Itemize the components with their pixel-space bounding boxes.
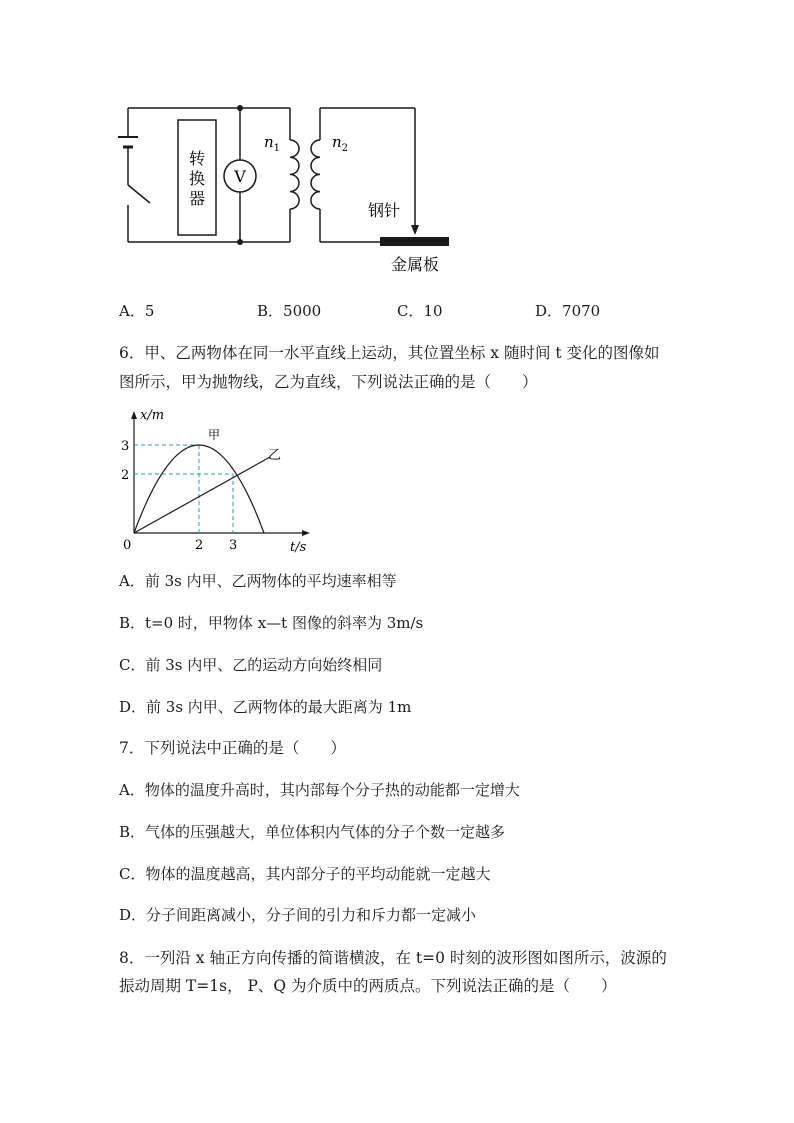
q5-option-a: A．5 <box>119 302 155 320</box>
converter-label-3: 器 <box>188 189 206 208</box>
converter-label-2: 换 <box>188 169 206 188</box>
origin-label: 0 <box>123 538 132 553</box>
y-axis-label: x/m <box>140 408 165 423</box>
x-tick-3: 3 <box>229 538 238 553</box>
q6-xt-graph <box>110 405 310 555</box>
q5-option-b: B．5000 <box>257 302 322 320</box>
q8-stem: 8．一列沿 x 轴正方向传播的简谐横波，在 t=0 时刻的波形图如图所示，波源的振动周期 T=1s， P、Q 为介质中的两质点。下列说法正确的是（ ） <box>119 949 667 995</box>
y-tick-3: 3 <box>121 439 130 454</box>
x-tick-2: 2 <box>195 538 204 553</box>
q6-stem-line1: 6．甲、乙两物体在同一水平直线上运动，其位置坐标 x 随时间 t 变化的图像如 <box>119 344 660 362</box>
q5-option-d: D．7070 <box>535 302 601 320</box>
q6-option-b: B．t=0 时，甲物体 x—t 图像的斜率为 3m/s <box>119 614 424 632</box>
line-yi-label: 乙 <box>268 448 282 463</box>
voltmeter-label: V <box>234 167 246 186</box>
q6-option-a: A．前 3s 内甲、乙两物体的平均速率相等 <box>119 572 397 590</box>
q7-option-b: B．气体的压强越大，单位体积内气体的分子个数一定越多 <box>119 823 506 841</box>
q6-stem-line2: 图所示，甲为抛物线，乙为直线，下列说法正确的是（ ） <box>119 373 538 391</box>
x-axis-label: t/s <box>290 540 307 555</box>
q7-option-a: A．物体的温度升高时，其内部每个分子热的动能都一定增大 <box>119 781 520 799</box>
q7-option-c: C．物体的温度越高，其内部分子的平均动能就一定越大 <box>119 865 491 883</box>
q7-stem: 7．下列说法中正确的是（ ） <box>119 739 346 757</box>
q7-option-d: D．分子间距离减小，分子间的引力和斥力都一定减小 <box>119 906 477 924</box>
y-tick-2: 2 <box>121 468 130 483</box>
q6-option-d: D．前 3s 内甲、乙两物体的最大距离为 1m <box>119 698 412 716</box>
coil2-label: $n_2$ <box>332 133 349 154</box>
circuit-diagram <box>100 95 480 280</box>
needle-label: 钢针 <box>368 201 401 220</box>
curve-jia-label: 甲 <box>208 428 221 442</box>
converter-label-1: 转 <box>188 149 206 168</box>
q5-option-c: C．10 <box>397 302 443 320</box>
q6-option-c: C．前 3s 内甲、乙的运动方向始终相同 <box>119 656 383 674</box>
plate-label: 金属板 <box>391 255 440 274</box>
coil1-label: $n_1$ <box>264 133 281 154</box>
